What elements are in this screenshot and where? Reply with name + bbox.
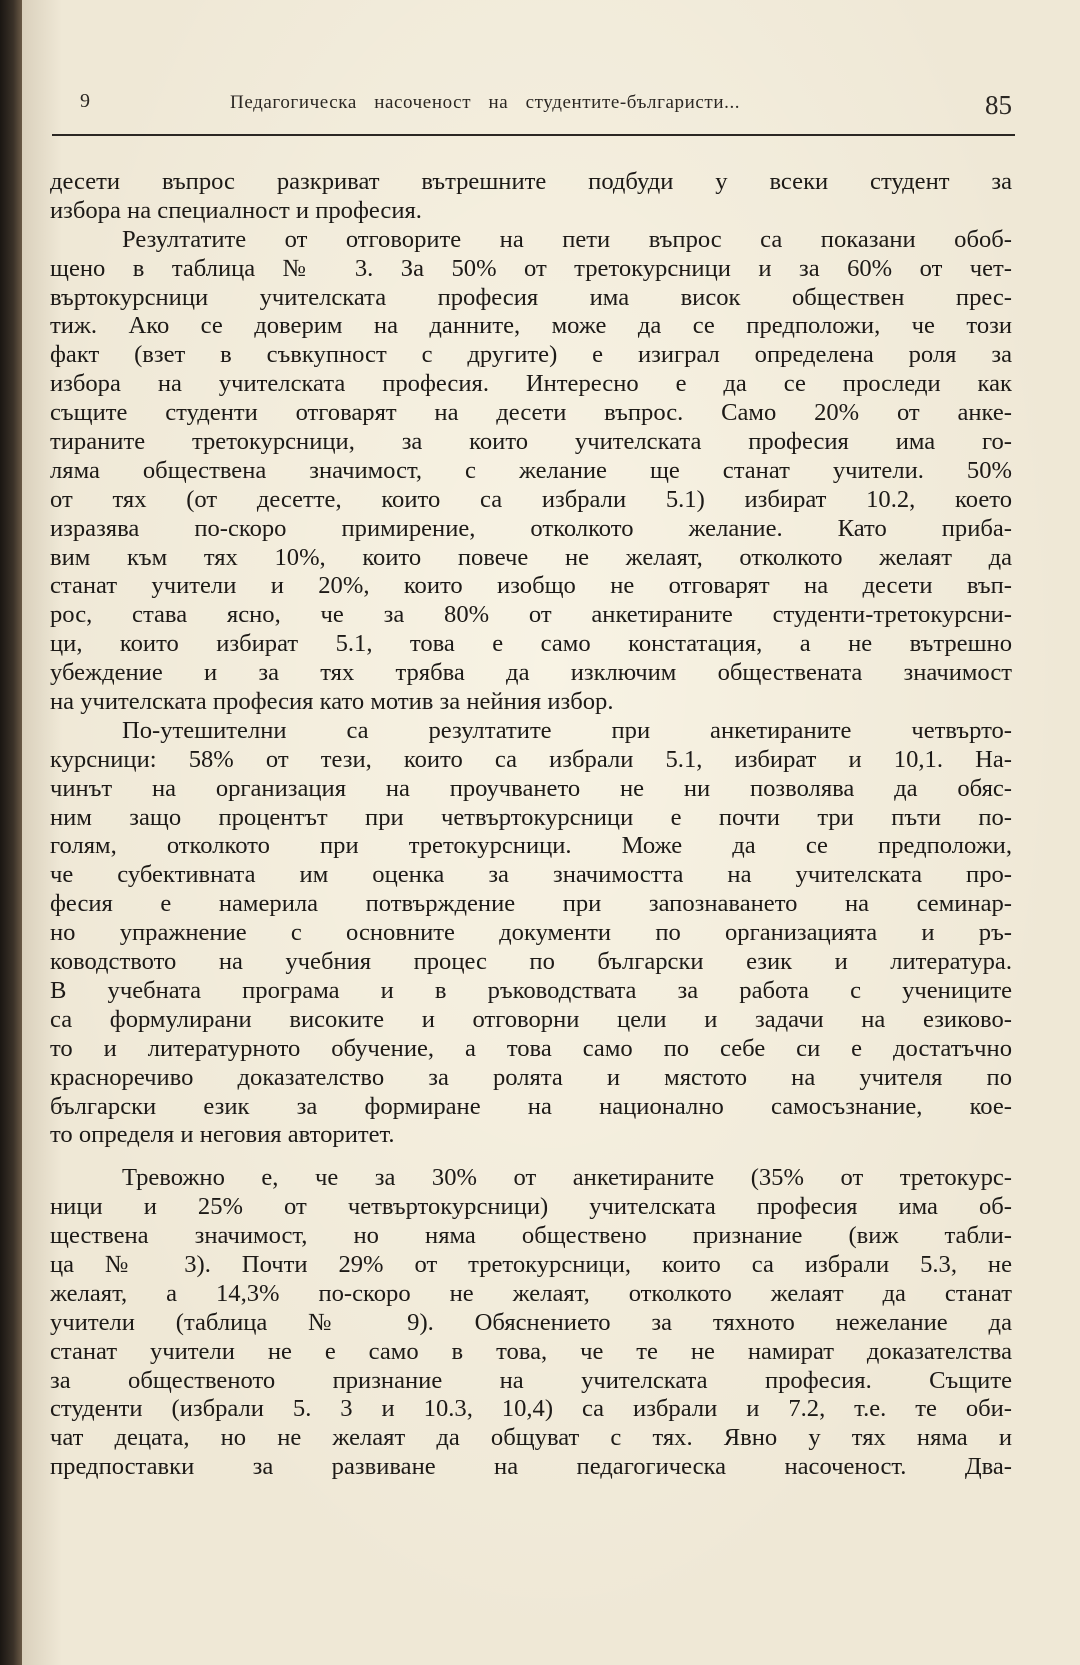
text-line: По-утешителни са резултатите при анкетираните четвърто- xyxy=(122,716,1012,744)
text-line: чинът на организация на проучването не ни позволява да обяс- xyxy=(50,774,1012,802)
text-line: че субективната им оценка за значимостта на учителската про- xyxy=(50,861,1012,889)
text-line: голям, отколкото при третокурсници. Може да се предположи, xyxy=(50,832,1012,860)
text-line: но упражнение с основните документи по организацията и ръ- xyxy=(50,919,1012,947)
text-line: изразява по-скоро примирение, отколкото желание. Като приба- xyxy=(50,514,1012,542)
text-line: фесия е намерила потвърждение при запознаването на семинар- xyxy=(50,890,1012,918)
text-line: чат децата, но не желаят да общуват с тях. Явно у тях няма и xyxy=(50,1424,1012,1452)
section-number: 9 xyxy=(80,90,91,112)
text-line: вим към тях 10%, които повече не желаят, отколкото желаят да xyxy=(50,543,1012,571)
text-line: станат учители не е само в това, че те не намират доказателства xyxy=(50,1337,1012,1365)
text-line: ци, които избират 5.1, това е само констатация, а не вътрешно xyxy=(50,630,1012,658)
running-title: Педагогическа насоченост на студентите-българисти... xyxy=(230,92,741,113)
book-page xyxy=(22,0,1080,1665)
text-line: ководството на учебния процес по български език и литература. xyxy=(50,948,1012,976)
text-line: на учителската професия като мотив за нейния избор. xyxy=(50,688,614,716)
text-line: факт (взет в съвкупност с другите) е изиграл определена роля за xyxy=(50,341,1012,369)
text-line: Резултатите от отговорите на пети въпрос са показани обоб- xyxy=(122,225,1012,253)
text-line: то и литературното обучение, а това само по себе си е достатъчно xyxy=(50,1034,1012,1062)
text-line: същите студенти отговарят на десети въпрос. Само 20% от анке- xyxy=(50,399,1012,427)
text-line: курсници: 58% от тези, които са избрали 5.1, избират и 10,1. На- xyxy=(50,745,1012,773)
text-line: ществена значимост, но няма обществено признание (виж табли- xyxy=(50,1222,1012,1250)
text-line: то определя и неговия авторитет. xyxy=(50,1121,395,1149)
text-line: рос, става ясно, че за 80% от анкетираните студенти-третокурсни- xyxy=(50,601,1012,629)
text-line: тиж. Ако се доверим на данните, може да се предположи, че този xyxy=(50,312,1012,340)
text-line: десети въпрос разкриват вътрешните подбуди у всеки студент за xyxy=(50,168,1012,195)
text-line: за общественото признание на учителската професия. Същите xyxy=(50,1366,1012,1394)
text-line: Тревожно е, че за 30% от анкетираните (35% от третокурс- xyxy=(122,1164,1012,1192)
text-line: избора на учителската професия. Интересно е да се проследи как xyxy=(50,370,1012,398)
text-line: ляма обществена значимост, с желание ще станат учители. 50% xyxy=(50,456,1012,484)
text-line: български език за формиране на национално самосъзнание, кое- xyxy=(50,1092,1012,1120)
text-line: избора на специалност и професия. xyxy=(50,196,422,224)
text-line: въртокурсници учителската професия има висок обществен прес- xyxy=(50,283,1012,311)
book-spine-shadow xyxy=(0,0,22,1665)
text-line: ца № 3). Почти 29% от третокурсници, които са избрали 5.3, не xyxy=(50,1250,1012,1278)
text-line: тираните третокурсници, за които учителската професия има го- xyxy=(50,428,1012,456)
text-line: убеждение и за тях трябва да изключим обществената значимост xyxy=(50,659,1012,687)
text-line: В учебната програма и в ръководствата за работа с учениците xyxy=(50,976,1012,1004)
text-line: ници и 25% от четвъртокурсници) учителската професия има об- xyxy=(50,1193,1012,1221)
text-line: предпоставки за развиване на педагогическа насоченост. Два- xyxy=(50,1453,1012,1481)
paragraph-gap xyxy=(50,1150,1012,1164)
text-line: станат учители и 20%, които изобщо не отговарят на десети въп- xyxy=(50,572,1012,600)
text-line: красноречиво доказателство за ролята и мястото на учителя по xyxy=(50,1063,1012,1091)
text-line: са формулирани високите и отговорни цели и задачи на езиково- xyxy=(50,1005,1012,1033)
text-line: студенти (избрали 5. 3 и 10.3, 10,4) са избрали и 7.2, т.е. те оби- xyxy=(50,1395,1012,1423)
body-text xyxy=(50,168,1012,1482)
text-line: учители (таблица № 9). Обяснението за тяхното нежелание да xyxy=(50,1308,1012,1336)
header-rule xyxy=(52,134,1015,136)
text-line: ним защо процентът при четвъртокурсници е почти три пъти по- xyxy=(50,803,1012,831)
page-number: 85 xyxy=(985,90,1012,120)
text-line: желаят, а 14,3% по-скоро не желаят, отколкото желаят да станат xyxy=(50,1279,1012,1307)
running-header xyxy=(58,82,1018,122)
text-line: щено в таблица № 3. За 50% от третокурсници и за 60% от чет- xyxy=(50,254,1012,282)
text-line: от тях (от десетте, които са избрали 5.1) избират 10.2, което xyxy=(50,485,1012,513)
